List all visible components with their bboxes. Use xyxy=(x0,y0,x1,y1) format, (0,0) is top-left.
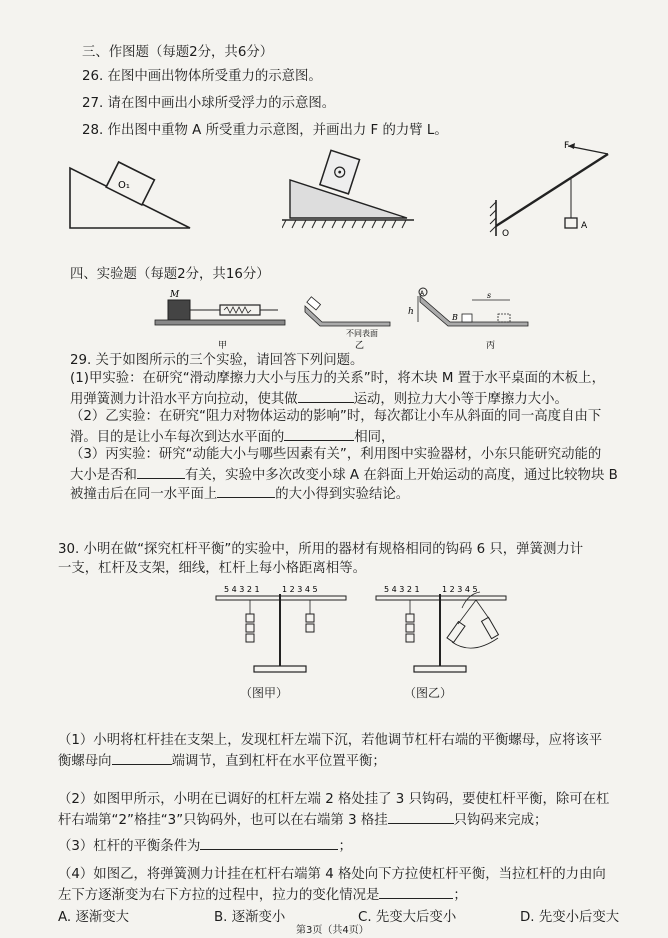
fig-label-M: M xyxy=(170,290,180,300)
choice-a[interactable]: A. 逐渐变大 xyxy=(58,910,129,925)
answer-blank[interactable] xyxy=(217,484,275,498)
answer-blank[interactable] xyxy=(388,810,454,824)
choice-c[interactable]: C. 先变大后变小 xyxy=(358,910,457,925)
fig-label-h: h xyxy=(408,307,414,317)
q29-p3-line2: 大小是否和 有关，实验中多次改变小球 A 在斜面上开始运动的高度，通过比较物块 B xyxy=(70,465,618,485)
section4-heading: 四、实验题（每题2分，共16分） xyxy=(70,267,270,282)
scale-left-yi: 5 4 3 2 1 xyxy=(384,585,420,594)
q30-stem-line2: 一支，杠杆及支架，细线，杠杆上每小格距离相等。 xyxy=(58,561,366,576)
fig26-label: O₁ xyxy=(118,180,130,191)
fig-label-B: B xyxy=(452,313,458,322)
q30-stem-line1: 30. 小明在做“探究杠杆平衡”的实验中，所用的器材有规格相同的钩码 6 只，弹簧测力计 xyxy=(58,542,584,557)
fig28-label-O: O xyxy=(502,229,510,239)
fig-label-surface: 不同表面 xyxy=(346,329,378,338)
q30-p1-line1: （1）小明将杠杆挂在支架上，发现杠杆左端下沉，若他调节杠杆右端的平衡螺母，应将该平 xyxy=(58,733,603,748)
q30-p2-line1: （2）如图甲所示，小明在已调好的杠杆左端 2 格处挂了 3 只钩码，要使杠杆平衡，除可在杠 xyxy=(58,792,610,807)
choice-d[interactable]: D. 先变小后变大 xyxy=(520,910,620,925)
experiments-figure xyxy=(150,286,530,352)
answer-blank[interactable] xyxy=(379,885,453,899)
q30-p3: （3）杠杆的平衡条件为 ； xyxy=(58,836,352,856)
fig-label-yi: 乙 xyxy=(355,341,365,351)
q29-p2-line2: 滑。目的是让小车每次到达水平面的 相同， xyxy=(70,427,394,447)
answer-blank[interactable] xyxy=(112,751,172,765)
question-28: 28. 作出图中重物 A 所受重力示意图，并画出力 F 的力臂 L。 xyxy=(82,123,448,138)
q29-p2-line1: （2）乙实验：在研究“阻力对物体运动的影响”时，每次都让小车从斜面的同一高度自由下 xyxy=(70,409,602,424)
q29-p1-line2: 用弹簧测力计沿水平方向拉动，使其做 运动，则拉力大小等于摩擦力大小。 xyxy=(70,389,568,409)
fig-label-jia: 甲 xyxy=(218,341,228,351)
section3-heading: 三、作图题（每题2分，共6分） xyxy=(82,45,274,60)
lever-weight-figure xyxy=(478,140,618,240)
incline-block-figure xyxy=(60,158,200,233)
answer-blank[interactable] xyxy=(298,389,354,403)
page-footer: 第3页（共4页） xyxy=(296,925,369,936)
scale-right-jia: 1 2 3 4 5 xyxy=(282,585,318,594)
answer-blank[interactable] xyxy=(200,836,338,850)
scale-right-yi: 1 2 3 4 5 xyxy=(442,585,478,594)
lever-experiment-figure xyxy=(200,580,520,684)
q29-p1-line1: (1)甲实验：在研究“滑动摩擦力大小与压力的关系”时，将木块 M 置于水平桌面的木板上， xyxy=(70,371,605,386)
q29-stem: 29. 关于如图所示的三个实验，请回答下列问题。 xyxy=(70,353,364,368)
fig-label-bing: 丙 xyxy=(486,341,496,351)
fig-label-lever-yi: （图乙） xyxy=(404,686,453,700)
q30-p1-line2: 衡螺母向 端调节，直到杠杆在水平位置平衡； xyxy=(58,751,386,771)
choice-b[interactable]: B. 逐渐变小 xyxy=(214,910,286,925)
q29-p3-line1: （3）丙实验：研究“动能大小与哪些因素有关”，利用图中实验器材，小东只能研究动能的 xyxy=(70,447,602,462)
fig28-label-F: F xyxy=(564,141,570,151)
scale-left-jia: 5 4 3 2 1 xyxy=(224,585,260,594)
question-27: 27. 请在图中画出小球所受浮力的示意图。 xyxy=(82,96,336,111)
fig28-label-A: A xyxy=(581,221,588,231)
q30-p2-line2: 杆右端第“2”格挂“3”只钩码外，也可以在右端第 3 格挂 只钩码来完成； xyxy=(58,810,547,830)
answer-blank[interactable] xyxy=(284,427,354,441)
q30-p4-line1: （4）如图乙，将弹簧测力计挂在杠杆右端第 4 格处向下方拉使杠杆平衡，当拉杠杆的力由向 xyxy=(58,867,606,882)
q29-p3-line3: 被撞击后在同一水平面上 的大小得到实验结论。 xyxy=(70,484,409,504)
fig-label-s: s xyxy=(487,291,492,300)
question-26: 26. 在图中画出物体所受重力的示意图。 xyxy=(82,69,322,84)
fig-label-A: A xyxy=(420,290,425,297)
beaker-incline-figure xyxy=(282,148,422,238)
fig-label-lever-jia: （图甲） xyxy=(240,686,289,700)
answer-blank[interactable] xyxy=(137,465,185,479)
q30-p4-line2: 左下方逐渐变为右下方拉的过程中，拉力的变化情况是 ； xyxy=(58,885,467,905)
